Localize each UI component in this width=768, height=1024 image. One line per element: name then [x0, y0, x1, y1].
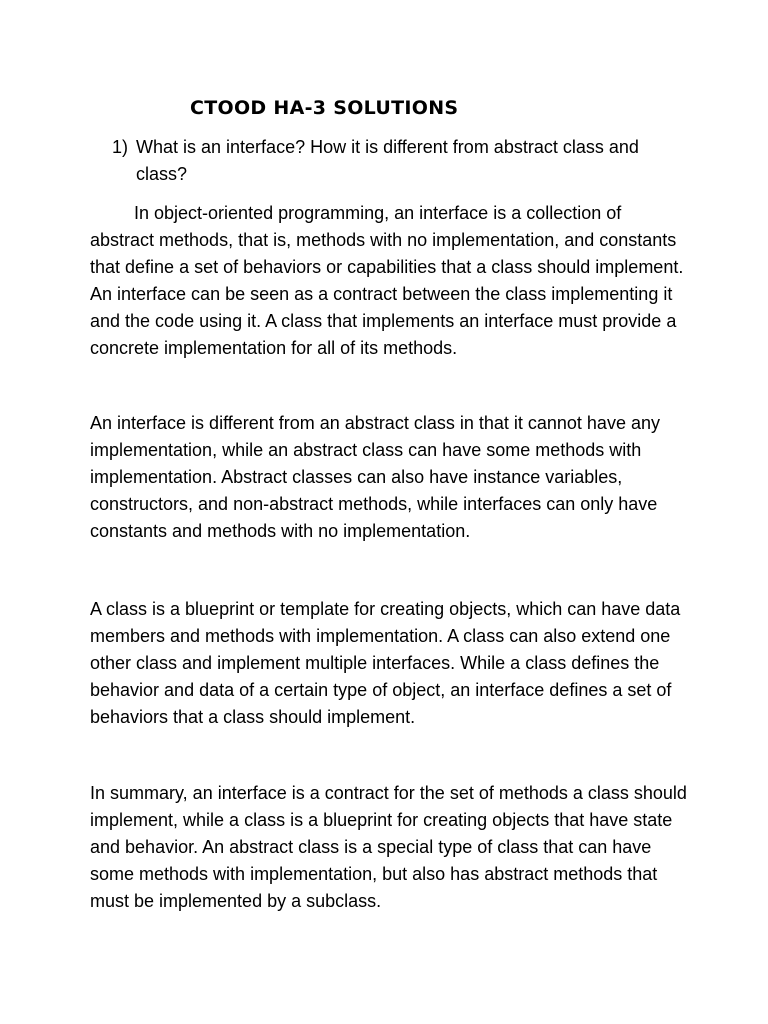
answer-paragraph-2: An interface is different from an abstract class in that it cannot have any implementation, while an abstract class can have some methods with implementation. Abstract classes can also have instance variables, constructors, and non-abstract methods, while interfaces can only have constants and methods with no implementation.	[90, 413, 660, 541]
answer-paragraph-3: A class is a blueprint or template for creating objects, which can have data members and methods with implementation. A class can also extend one other class and implement multiple interfaces. While a class defines the behavior and data of a certain type of object, an interface defines a set of behaviors that a class should implement.	[90, 599, 681, 727]
answer-paragraph-1: In object-oriented programming, an interface is a collection of abstract methods, that is, methods with no implementation, and constants that define a set of behaviors or capabilities that a class should implement. An interface can be seen as a contract between the class implementing it and the code using it. A class that implements an interface must provide a concrete implementation for all of its methods.	[90, 203, 684, 358]
question-text: What is an interface? How it is different from abstract class and class?	[136, 137, 639, 184]
question-item	[112, 134, 672, 188]
question-number: 1)	[112, 137, 129, 157]
answer-paragraph-4: In summary, an interface is a contract for the set of methods a class should implement, while a class is a blueprint for creating objects that have state and behavior. An abstract class is a special type of class that can have some methods with implementation, but also has abstract methods that must be implemented by a subclass.	[90, 783, 687, 911]
document-title: CTOOD HA-3 SOLUTIONS	[190, 97, 459, 119]
